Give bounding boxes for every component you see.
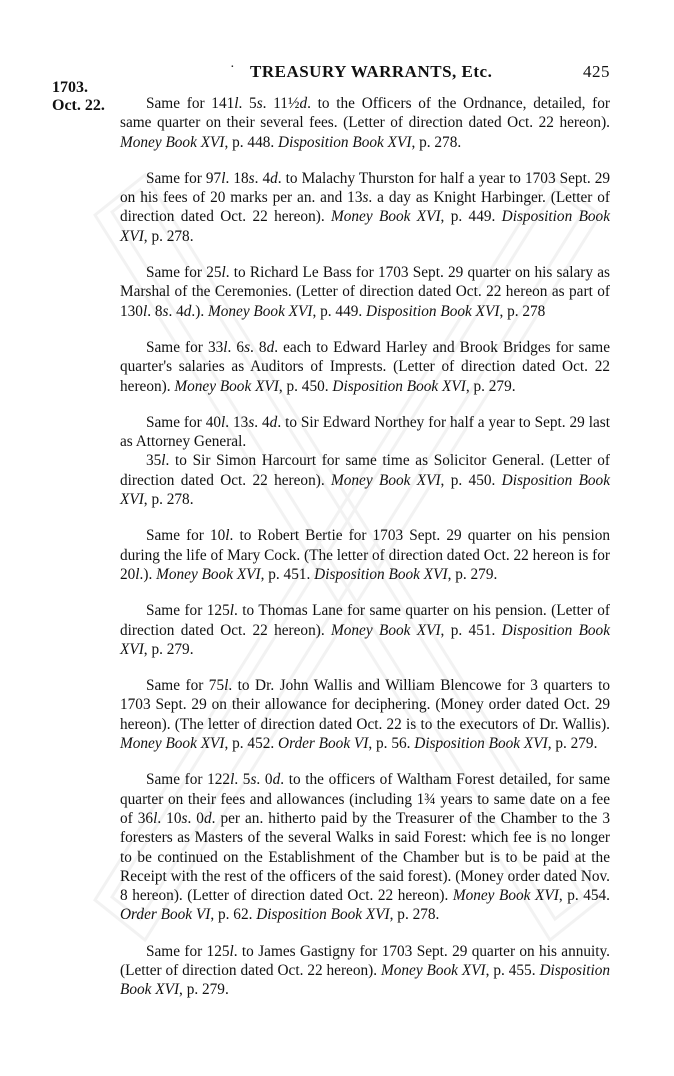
italic-text: Disposition Book XVI <box>120 208 610 245</box>
text-run: , p. 279. <box>179 981 229 999</box>
text-run: . to the Officers of the Ordnance, detailed, for same quarter on their several fees. (Letter of direction dated Oct. 22 hereon). <box>120 95 611 132</box>
italic-text: Money Book XVI <box>331 471 441 489</box>
italic-text: Money Book XVI <box>174 377 279 395</box>
italic-text: s <box>250 771 257 789</box>
warrant-entry <box>120 770 610 924</box>
text-run: Same for 97 <box>146 169 222 187</box>
text-run: , p. 278. <box>143 227 194 245</box>
italic-text: l <box>224 677 229 695</box>
italic-text: l <box>234 95 239 112</box>
text-run: . 18 <box>225 169 249 187</box>
italic-text: s <box>248 413 255 431</box>
italic-text: l <box>153 809 158 827</box>
text-run: . to Dr. John Wallis and William Blencowe for 3 quarters to 1703 Sept. 29 on their allowance for deciphering. (Money order dated Oct. 29 hereon). (The letter of direction dated Oct. 22 is to the executors of Dr. Wallis). <box>120 677 610 733</box>
italic-text: l <box>221 413 226 431</box>
text-run: . a day as Knight Harbinger. (Letter of direction dated Oct. 22 hereon). <box>120 189 610 226</box>
text-run: , p. 56. <box>368 735 415 753</box>
italic-text: Money Book XVI <box>120 133 225 151</box>
text-run: , p. 279. <box>547 735 598 753</box>
entry-paragraph <box>120 676 610 753</box>
text-run: 35 <box>146 452 162 470</box>
text-run: . 0 <box>256 771 273 789</box>
entry-paragraph <box>120 526 610 584</box>
text-run: . 8 <box>250 338 267 356</box>
warrant-entry <box>120 676 610 753</box>
text-run: . 8 <box>147 302 163 320</box>
italic-text: l <box>142 302 148 320</box>
italic-text: d <box>203 809 212 827</box>
page-number: 425 <box>583 62 610 81</box>
warrant-entry <box>120 601 610 659</box>
italic-text: Money Book XVI <box>207 302 313 320</box>
running-header <box>230 62 610 86</box>
italic-text: Money Book XVI <box>331 208 441 226</box>
text-run: . 5 <box>234 771 251 789</box>
text-run: , p. 450. <box>278 377 333 395</box>
text-run: . 5 <box>238 95 257 112</box>
entry-paragraph <box>120 338 610 396</box>
text-run: . each to Edward Harley and Brook Bridges for same quarter's salaries as Auditors of Imprests. (Letter of direction dated Oct. 22 hereon). <box>120 338 610 395</box>
entry-paragraph <box>120 94 610 152</box>
text-run: . 0 <box>187 809 204 827</box>
italic-text: s <box>162 302 169 320</box>
entry-paragraph <box>120 413 610 452</box>
text-run: . 6 <box>227 338 245 356</box>
italic-text: Disposition Book XVI <box>120 961 610 999</box>
warrant-entry <box>120 338 610 396</box>
text-run: Same for 10 <box>146 527 226 545</box>
text-run: , p. 448. <box>224 133 279 151</box>
italic-text: Disposition Book XVI <box>278 133 412 151</box>
text-run: . 4 <box>254 169 271 187</box>
italic-text: Disposition Book XVI <box>414 735 548 753</box>
text-run: , p. 278. <box>143 491 194 509</box>
text-run: Same for 125 <box>146 942 230 960</box>
margin-date: Oct. 22. <box>52 97 105 114</box>
running-title: TREASURY WARRANTS, Etc. <box>250 62 493 81</box>
italic-text: Money Book XVI <box>452 887 559 905</box>
italic-text: l <box>221 169 226 187</box>
italic-text: Money Book XVI <box>156 565 261 583</box>
italic-text: Disposition Book XVI <box>366 302 500 320</box>
italic-text: d <box>272 771 281 789</box>
italic-text: d <box>183 302 192 320</box>
text-run: , p. 451. <box>260 565 315 583</box>
italic-text: d <box>266 338 275 356</box>
italic-text: Disposition Book XVI <box>120 621 610 658</box>
italic-text: Disposition Book XVI <box>332 377 466 395</box>
italic-text: s <box>181 809 188 827</box>
text-run: , p. 279. <box>143 640 194 658</box>
italic-text: l <box>135 565 140 583</box>
text-run: . to James Gastigny for 1703 Sept. 29 quarter on his annuity. (Letter of direction dated Oct. 22 hereon). <box>120 942 610 979</box>
italic-text: Disposition Book XVI <box>256 906 390 924</box>
text-run: , p. 278. <box>389 906 440 924</box>
text-run: . to Thomas Lane for same quarter on his pension. (Letter of direction dated Oct. 22 hereon). <box>120 602 610 639</box>
text-run: .). <box>191 302 208 320</box>
text-run: , p. 449. <box>312 302 367 320</box>
italic-text: s <box>362 189 369 207</box>
text-run: , p. 451. <box>440 621 502 639</box>
italic-text: d <box>299 95 308 112</box>
text-run: , p. 279. <box>465 377 516 395</box>
text-run: , p. 278 <box>499 302 546 320</box>
italic-text: l <box>161 452 166 470</box>
warrant-entry <box>120 169 610 246</box>
text-run: . 13 <box>225 413 249 431</box>
italic-text: s <box>244 338 251 356</box>
warrant-entry <box>120 94 610 152</box>
text-run: , p. 454. <box>558 887 611 905</box>
text-run: . to Sir Simon Harcourt for same time as Solicitor General. (Letter of direction dated Oct. 22 hereon). <box>120 452 610 489</box>
italic-text: Money Book XVI <box>120 735 225 753</box>
text-run: , p. 450. <box>440 471 502 489</box>
text-run: Same for 25 <box>146 264 222 282</box>
italic-text: Order Book VI <box>278 735 369 753</box>
warrant-entries <box>120 94 610 1017</box>
entry-paragraph <box>120 169 610 246</box>
italic-text: l <box>223 338 228 356</box>
text-run: . 11½ <box>262 95 300 112</box>
text-run: , p. 455. <box>485 961 540 979</box>
text-run: . to Sir Edward Northey for half a year to Sept. 29 last as Attorney General. <box>120 413 610 451</box>
italic-text: d <box>270 169 278 187</box>
warrant-entry <box>120 942 610 1000</box>
warrant-entry <box>120 526 610 584</box>
italic-text: l <box>229 602 234 620</box>
entry-paragraph <box>120 942 610 1000</box>
italic-text: Disposition Book XVI <box>120 471 610 509</box>
text-run: . 4 <box>254 413 270 431</box>
text-run: Same for 33 <box>146 338 224 356</box>
entry-paragraph <box>120 263 610 321</box>
italic-text: Order Book VI <box>120 906 211 924</box>
italic-text: l <box>229 942 234 960</box>
text-run: Same for 141 <box>146 95 235 112</box>
text-run: .). <box>139 565 157 583</box>
text-run: . 10 <box>157 809 182 827</box>
italic-text: l <box>225 527 230 545</box>
italic-text: l <box>230 771 235 789</box>
italic-text: l <box>221 264 226 282</box>
italic-text: s <box>256 95 263 112</box>
italic-text: Money Book XVI <box>380 961 486 979</box>
warrant-entry <box>120 263 610 321</box>
text-run: , p. 452. <box>224 735 279 753</box>
text-run: Same for 75 <box>146 677 225 695</box>
text-run: . to the officers of Waltham Forest detailed, for same quarter on their fees and allowances (including 1¾ years to same date on a fee of 36 <box>120 771 611 827</box>
text-run: , p. 278. <box>411 133 462 151</box>
text-run: . per an. hitherto paid by the Treasurer of the Chamber to the 3 foresters as Masters of the several Walks in said Forest: which fee is no longer to be continued on the Establishment of the Chamber but is to be paid at the Receipt with the rest of the officers of the said forest). (Money order dated Nov. 8 hereon). (Letter of direction dated Oct. 22 hereon). <box>120 809 610 905</box>
warrant-entry <box>120 413 610 509</box>
italic-text: s <box>248 169 255 187</box>
text-run: . to Robert Bertie for 1703 Sept. 29 quarter on his pension during the life of Mary Cock. (The letter of direction dated Oct. 22 hereon is for 20 <box>120 527 610 583</box>
entry-paragraph <box>120 770 610 924</box>
entry-paragraph <box>120 451 610 509</box>
text-run: , p. 279. <box>447 565 498 583</box>
italic-text: Disposition Book XVI <box>314 565 448 583</box>
text-run: Same for 125 <box>146 602 230 620</box>
text-run: . to Malachy Thurston for half a year to 1703 Sept. 29 on his fees of 20 marks per an. and 13 <box>120 169 611 207</box>
text-run: . to Richard Le Bass for 1703 Sept. 29 quarter on his salary as Marshal of the Ceremonies. (Letter of direction dated Oct. 22 hereon as part of 130 <box>120 264 610 320</box>
italic-text: d <box>269 413 278 431</box>
text-run: Same for 122 <box>146 771 231 789</box>
italic-text: Money Book XVI <box>331 621 441 639</box>
entry-paragraph <box>120 601 610 659</box>
text-run: . 4 <box>168 302 184 320</box>
text-run: Same for 40 <box>146 413 221 431</box>
text-run: , p. 62. <box>210 906 257 924</box>
text-run: , p. 449. <box>440 208 502 226</box>
margin-year: 1703. <box>52 79 88 96</box>
header-dot: · <box>230 60 236 75</box>
